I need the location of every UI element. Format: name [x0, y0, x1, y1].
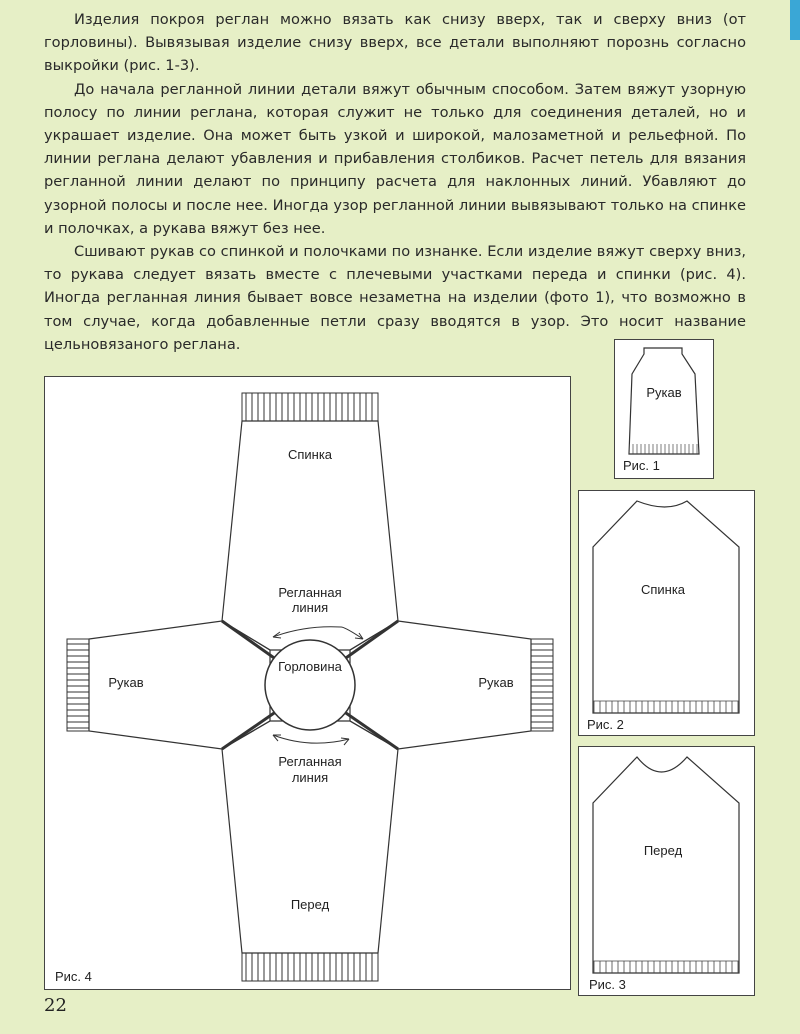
figure-1 [614, 339, 714, 479]
sleeve-outline [629, 348, 699, 454]
label-sleeve: Рукав [646, 385, 682, 400]
label-front-small: Перед [643, 843, 683, 858]
label-neck: Горловина [278, 659, 342, 674]
label-sleeve-left: Рукав [108, 675, 144, 690]
left-sleeve-ribbing [67, 639, 89, 731]
raglan-line-top-right [343, 621, 398, 660]
arrow-bottom [273, 735, 349, 743]
raglan-line-top-left [222, 621, 277, 660]
arrow-top-left [273, 627, 341, 637]
figure-4 [44, 376, 571, 990]
page-number: 22 [44, 995, 67, 1016]
caption-fig3: Рис. 3 [589, 977, 626, 992]
paragraph-1: Изделия покроя реглан можно вязать как снизу вверх, так и сверху вниз (от горловины). Вывязывая изделие снизу вверх, все детали выполняют порознь согласно выкройки (рис. 1-3). [44, 11, 746, 75]
paragraph-3: Сшивают рукав со спинкой и полочками по изнанке. Если изделие вяжут сверху вниз, то рукава следует вязать вместе с плечевыми участками переда и спинки (рис. 4). Иногда регланная линия бывает вовсе незаметна на изделии (фото 1), что возможно в том случае, когда добавленные петли сразу вводятся в узор. Это носит название цельновязаного реглана. [44, 243, 746, 353]
label-sleeve-right: Рукав [478, 675, 514, 690]
figure-2 [578, 490, 755, 736]
label-raglan-top-2: линия [291, 600, 329, 615]
front-hem [593, 961, 739, 973]
front-ribbing [242, 953, 378, 981]
paragraph-2: До начала регланной линии детали вяжут обычным способом. Затем вяжут узорную полосу по линии реглана, которая служит не только для соединения деталей, но и украшает изделие. Она может быть узкой и широкой, малозаметной и рельефной. По линии реглана делают убавления и прибавления столбиков. Расчет петель для вязания регланной линии делают по принципу расчета для наклонных линий. Убавляют до узорной полосы и после нее. Иногда узор регланной линии вывязывают только на спинке и полочках, а рукава вяжут без нее. [44, 80, 746, 237]
caption-fig4: Рис. 4 [55, 969, 92, 984]
neckline-circle [265, 640, 355, 730]
figure-4-drawing [45, 377, 570, 989]
back-hem [593, 701, 739, 713]
front-outline [593, 757, 739, 973]
page-edge-tab [790, 0, 800, 40]
figure-3-drawing [579, 747, 754, 995]
label-back-small: Спинка [640, 582, 686, 597]
body-text [44, 8, 746, 356]
raglan-line-bottom-right [343, 711, 398, 749]
label-raglan-bottom-2: линия [291, 770, 329, 785]
back-outline [593, 501, 739, 713]
figure-2-drawing [579, 491, 754, 735]
right-sleeve-ribbing [531, 639, 553, 731]
label-back: Спинка [287, 447, 333, 462]
raglan-line-bottom-left [222, 711, 277, 749]
label-raglan-top-1: Регланная [278, 585, 342, 600]
back-ribbing [242, 393, 378, 421]
arrow-top-right [341, 627, 363, 639]
sleeve-cuff [629, 444, 699, 454]
figure-3 [578, 746, 755, 996]
label-raglan-bottom-1: Регланная [278, 754, 342, 769]
label-front: Перед [290, 897, 330, 912]
caption-fig1: Рис. 1 [623, 458, 660, 473]
caption-fig2: Рис. 2 [587, 717, 624, 732]
